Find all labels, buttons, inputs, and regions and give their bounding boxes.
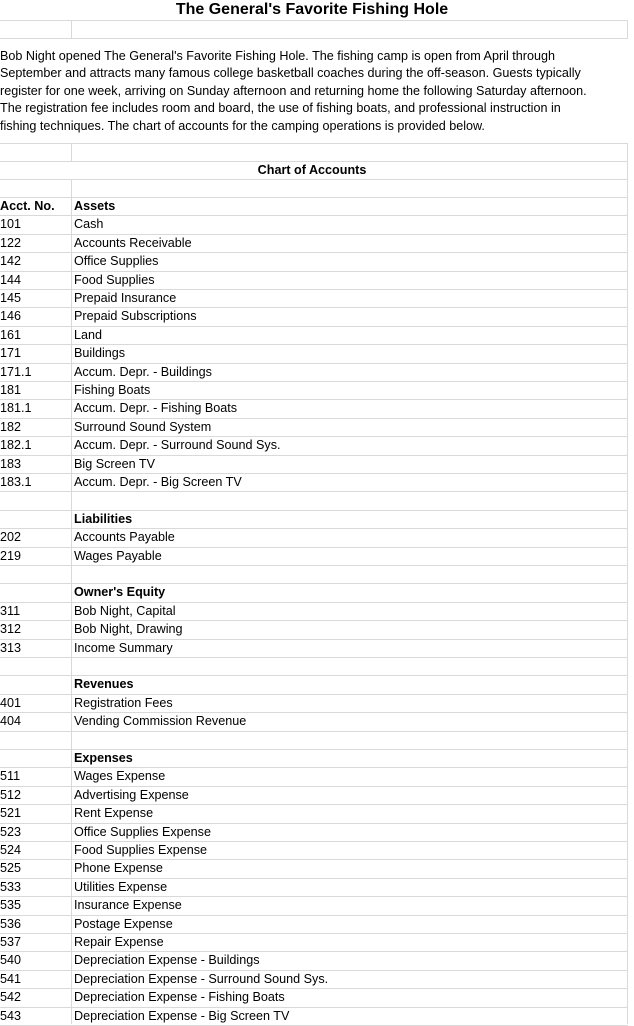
intro-line: fishing techniques. The chart of accounts for the camping operations is provided below. <box>0 118 485 133</box>
account-name: Bob Night, Drawing <box>74 622 183 637</box>
account-row <box>0 473 630 491</box>
account-name: Income Summary <box>74 640 173 655</box>
account-number: 540 <box>0 953 22 968</box>
account-row <box>0 639 630 657</box>
account-name: Office Supplies <box>74 254 159 269</box>
account-number: 122 <box>0 235 22 250</box>
account-number: 512 <box>0 787 22 802</box>
intro-paragraph <box>0 48 630 135</box>
account-name: Phone Expense <box>74 861 163 876</box>
account-row <box>0 767 630 785</box>
account-name: Postage Expense <box>74 916 173 931</box>
column-header: Acct. No. <box>0 199 55 213</box>
intro-line: register for one week, arriving on Sunday afternoon and returning home the following Saturday afternoon. <box>0 83 587 98</box>
grid-line <box>0 38 628 39</box>
account-row <box>0 289 630 307</box>
account-number: 535 <box>0 898 22 913</box>
account-row <box>0 547 630 565</box>
account-row <box>0 859 630 877</box>
account-number: 101 <box>0 217 22 232</box>
section-header-row <box>0 749 630 767</box>
account-name: Insurance Expense <box>74 898 182 913</box>
section-title: Liabilities <box>74 511 133 526</box>
section-header-row <box>0 510 630 528</box>
account-row <box>0 326 630 344</box>
account-row <box>0 786 630 804</box>
account-name: Buildings <box>74 346 126 361</box>
account-number: 521 <box>0 806 22 821</box>
account-number: 182.1 <box>0 438 32 453</box>
blank-row <box>0 731 630 749</box>
account-name: Depreciation Expense - Fishing Boats <box>74 990 285 1005</box>
account-number: 537 <box>0 935 22 949</box>
account-row <box>0 344 630 362</box>
account-name: Prepaid Insurance <box>74 291 177 305</box>
account-number: 171 <box>0 346 22 361</box>
account-name: Office Supplies Expense <box>74 824 211 839</box>
account-name: Accum. Depr. - Big Screen TV <box>74 475 242 489</box>
account-row <box>0 804 630 822</box>
account-number: 183 <box>0 456 22 471</box>
account-number: 524 <box>0 843 22 857</box>
account-number: 181 <box>0 383 22 397</box>
account-name: Food Supplies <box>74 272 155 287</box>
account-number: 543 <box>0 1008 22 1023</box>
account-name: Repair Expense <box>74 935 164 949</box>
account-name: Vending Commission Revenue <box>74 714 247 729</box>
account-row <box>0 620 630 638</box>
account-number: 171.1 <box>0 364 32 379</box>
account-row <box>0 896 630 914</box>
account-name: Utilities Expense <box>74 879 168 894</box>
account-row <box>0 602 630 620</box>
section-title: Expenses <box>74 751 133 765</box>
intro-line: Bob Night opened The General's Favorite Fishing Hole. The fishing camp is open from April through <box>0 49 555 63</box>
account-number: 145 <box>0 291 22 305</box>
account-name: Accum. Depr. - Buildings <box>74 364 212 379</box>
account-number: 182 <box>0 419 22 434</box>
account-name: Depreciation Expense - Big Screen TV <box>74 1008 290 1023</box>
account-name: Bob Night, Capital <box>74 603 176 618</box>
grid-line <box>627 20 628 38</box>
account-row <box>0 363 630 381</box>
account-row <box>0 252 630 270</box>
account-number: 161 <box>0 327 22 342</box>
section-title: Revenues <box>74 677 134 692</box>
account-name: Food Supplies Expense <box>74 843 208 857</box>
account-row <box>0 951 630 969</box>
account-row <box>0 234 630 252</box>
chart-of-accounts-title: Chart of Accounts <box>257 163 367 177</box>
account-name: Rent Expense <box>74 806 154 821</box>
account-row <box>0 455 630 473</box>
account-name: Advertising Expense <box>74 787 189 802</box>
intro-line: September and attracts many famous college basketball coaches during the off-season. Guests typically <box>0 66 581 81</box>
account-number: 542 <box>0 990 22 1005</box>
blank-row <box>0 657 630 675</box>
account-name: Depreciation Expense - Surround Sound Sys. <box>74 971 329 986</box>
account-row <box>0 823 630 841</box>
blank-row <box>0 491 630 509</box>
account-number: 146 <box>0 309 22 324</box>
account-row <box>0 1007 630 1025</box>
account-row <box>0 381 630 399</box>
grid-line <box>0 143 628 144</box>
account-row <box>0 933 630 951</box>
account-name: Cash <box>74 217 104 232</box>
account-row <box>0 215 630 233</box>
account-number: 533 <box>0 879 22 894</box>
account-name: Big Screen TV <box>74 456 155 471</box>
account-name: Accounts Payable <box>74 530 175 545</box>
section-title: Owner's Equity <box>74 585 166 600</box>
section-header-row <box>0 197 630 215</box>
account-row <box>0 399 630 417</box>
grid-line <box>0 179 628 180</box>
section-header-row <box>0 583 630 601</box>
account-number: 219 <box>0 548 22 563</box>
account-number: 312 <box>0 622 22 637</box>
account-row <box>0 528 630 546</box>
account-number: 511 <box>0 769 21 784</box>
account-name: Fishing Boats <box>74 383 151 397</box>
account-row <box>0 878 630 896</box>
account-row <box>0 307 630 325</box>
account-row <box>0 436 630 454</box>
account-number: 202 <box>0 530 22 545</box>
section-title: Assets <box>74 199 116 213</box>
account-name: Land <box>74 327 103 342</box>
section-header-row <box>0 675 630 693</box>
account-row <box>0 418 630 436</box>
account-number: 525 <box>0 861 22 876</box>
blank-row <box>0 565 630 583</box>
account-name: Accounts Receivable <box>74 235 192 250</box>
account-number: 311 <box>0 603 21 618</box>
grid-line <box>0 20 628 21</box>
intro-line: The registration fee includes room and board, the use of fishing boats, and professional instruction in <box>0 101 561 116</box>
account-row <box>0 694 630 712</box>
account-name: Registration Fees <box>74 695 173 710</box>
account-row <box>0 988 630 1006</box>
account-name: Accum. Depr. - Surround Sound Sys. <box>74 438 281 453</box>
account-row <box>0 970 630 988</box>
page-title: The General's Favorite Fishing Hole <box>175 1 449 18</box>
account-number: 404 <box>0 714 22 729</box>
grid-line <box>71 20 72 38</box>
grid-line <box>71 143 72 161</box>
account-row <box>0 915 630 933</box>
account-name: Accum. Depr. - Fishing Boats <box>74 401 238 416</box>
account-number: 313 <box>0 640 22 655</box>
account-number: 401 <box>0 695 22 710</box>
account-row <box>0 271 630 289</box>
account-number: 536 <box>0 916 22 931</box>
account-name: Wages Expense <box>74 769 166 784</box>
account-row <box>0 712 630 730</box>
account-name: Prepaid Subscriptions <box>74 309 197 324</box>
account-number: 541 <box>0 971 22 986</box>
account-number: 142 <box>0 254 22 269</box>
account-name: Surround Sound System <box>74 419 212 434</box>
account-name: Wages Payable <box>74 548 162 563</box>
account-row <box>0 841 630 859</box>
account-name: Depreciation Expense - Buildings <box>74 953 260 968</box>
account-number: 183.1 <box>0 475 32 489</box>
account-number: 523 <box>0 824 22 839</box>
account-number: 144 <box>0 272 22 287</box>
account-number: 181.1 <box>0 401 32 416</box>
